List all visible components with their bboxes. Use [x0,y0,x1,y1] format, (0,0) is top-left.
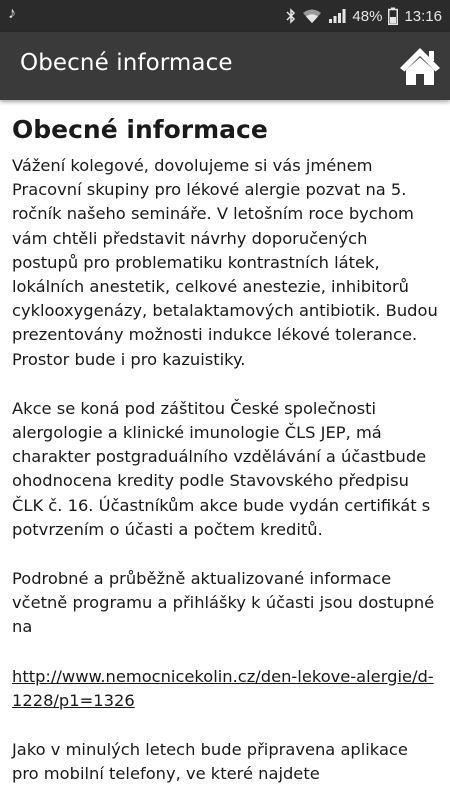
paragraph-accreditation: Akce se koná pod záštitou České společnosti alergologie a klinické imunologie ČLS JEP, má charakter postgraduálního vzdělávání a účastbude ohodnocena kredity podle Stavovského předpisu ČLK č. 16. Účastníkům akce bude vydán certifikát s potvrzením o účasti a počtem kreditů. [12,398,431,539]
battery-icon [388,7,398,25]
clock: 13:16 [404,7,442,25]
content-area [12,100,438,811]
page-title: Obecné informace [12,115,268,144]
app-bar [0,32,450,100]
paragraph-intro: Vážení kolegové, dovolujeme si vás jménem Pracovní skupiny pro lékové alergie pozvat na 5. ročník našeho semináře. V letošním roce bychom vám chtěli představit návrhy doporučených postupů pro problematiku kontrastních látek, lokálních anestetik, celkové anestezie, inhibitorů cyklooxygenázy, betalaktamových antibiotik. Budou prezentovány možnosti indukce lékové tolerance. Prostor bude i pro kazuistiky. [12,156,438,369]
status-bar [0,0,450,32]
status-icons [286,0,442,32]
app-bar-title: Obecné informace [20,50,233,76]
paragraph-mobile-app: Jako v minulých letech bude připravena aplikace pro mobilní telefony, ve které najdete [12,740,408,784]
music-note-icon: ♪ [8,5,16,22]
home-button[interactable] [398,44,442,88]
paragraph-info: Podrobné a průběžně aktualizované informace včetně programu a přihlášky k účasti jsou dostupné na [12,569,435,637]
wifi-icon [302,8,322,24]
battery-percent: 48% [352,7,383,25]
home-icon [398,44,442,88]
info-link[interactable]: http://www.nemocnicekolin.cz/den-lekove-alergie/d-1228/p1=1326 [12,666,434,710]
signal-icon [328,8,346,24]
bluetooth-icon [286,8,296,24]
link-paragraph [12,665,438,713]
